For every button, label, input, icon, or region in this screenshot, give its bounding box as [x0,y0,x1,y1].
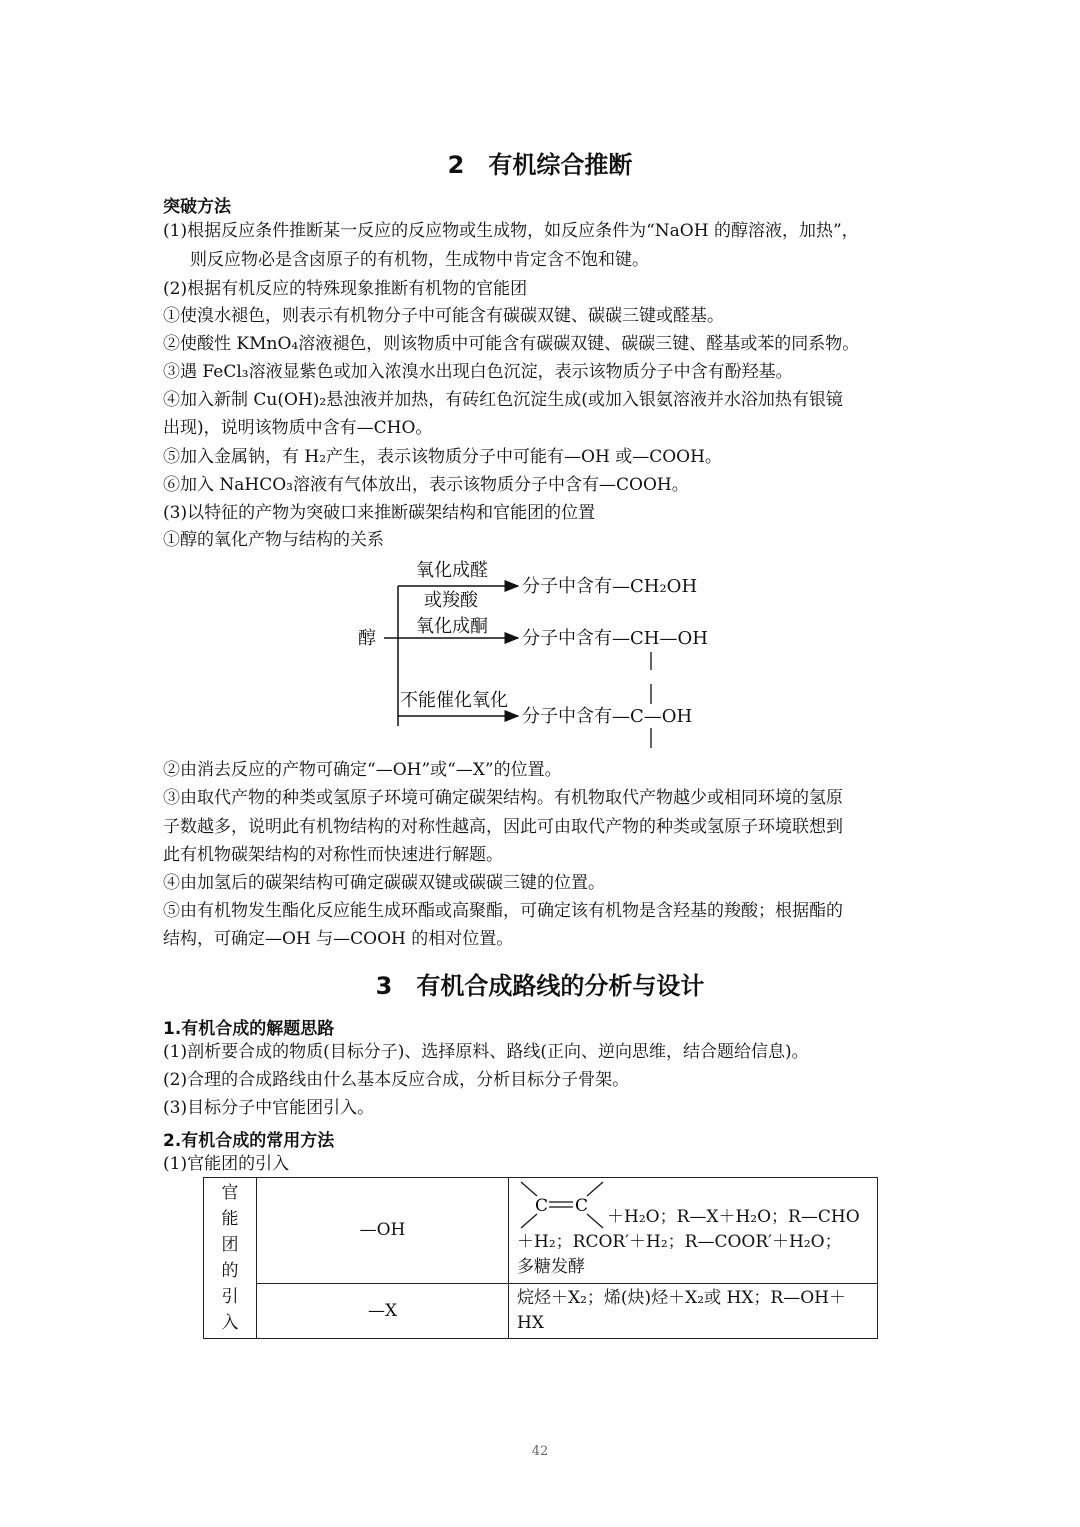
paragraph-line: ②使酸性 KMnO₄溶液褪色，则该物质中可能含有碳碳双键、碳碳三键、醛基或苯的同系物。 [163,334,860,354]
group-cell-oh: —OH [257,1178,509,1284]
alkene-structure [517,1180,607,1230]
section-3-subheading-1: 1.有机合成的解题思路 [163,1019,335,1039]
section-3-subheading-2: 2.有机合成的常用方法 [163,1131,335,1151]
paragraph-line: 此有机物碳架结构的对称性而快速进行解题。 [163,845,503,865]
paragraph-line: (1)根据反应条件推断某一反应的反应物或生成物，如反应条件为“NaOH 的醇溶液，加热”， [163,221,859,241]
method-cell-oh [509,1178,878,1284]
table-row [204,1178,878,1284]
table-row [204,1283,878,1338]
section-2-title: 2 有机综合推断 [447,151,633,179]
paragraph-line: 子数越多，说明此有机物结构的对称性越高，因此可由取代产物的种类或氢原子环境联想到 [163,817,843,837]
branch-3-condition: 不能催化氧化 [400,690,508,711]
bond-lower-right [587,1214,603,1228]
paragraph-line: ③由取代产物的种类或氢原子环境可确定碳架结构。有机物取代产物越少或相同环境的氢原 [163,788,843,808]
paragraph-line: ⑤由有机物发生酯化反应能生成环酯或高聚酯，可确定该有机物是含羟基的羧酸；根据酯的 [163,901,843,921]
paragraph-line: (2)合理的合成路线由什么基本反应合成，分析目标分子骨架。 [163,1070,630,1090]
table-row-header [204,1178,257,1339]
header-char: 能 [221,1209,239,1229]
paragraph-line: ⑥加入 NaHCO₃溶液有气体放出，表示该物质分子中含有—COOH。 [163,475,689,495]
method-text: HX [517,1312,544,1333]
paragraph-line: ①使溴水褪色，则表示有机物分子中可能含有碳碳双键、碳碳三键或醛基。 [163,306,724,326]
method-text: ＋H₂O；R—X＋H₂O；R—CHO [607,1207,860,1228]
carbon-left: C [535,1196,549,1217]
paragraph-line: (2)根据有机反应的特殊现象推断有机物的官能团 [163,279,528,299]
paragraph-line: ④由加氢后的碳架结构可确定碳碳双键或碳碳三键的位置。 [163,873,605,893]
header-char: 团 [221,1235,239,1255]
group-cell-x: —X [257,1283,509,1338]
paragraph-line: (1)剖析要合成的物质(目标分子)、选择原料、路线(正向、逆向思维，结合题给信息)。 [163,1042,809,1062]
diagram-root-label: 醇 [358,628,376,649]
method-text: 多糖发酵 [517,1257,585,1278]
paragraph-line: ②由消去反应的产物可确定“—OH”或“—X”的位置。 [163,760,562,780]
paragraph-line: (1)官能团的引入 [163,1154,290,1174]
section-3-title: 3 有机合成路线的分析与设计 [375,972,705,1000]
branch-2-condition: 氧化成酮 [416,616,488,637]
method-text: 烷烃＋X₂；烯(炔)烃＋X₂或 HX；R—OH＋ [517,1287,846,1308]
section-2-subheading: 突破方法 [163,197,231,217]
branch-1-condition: 氧化成醛 [416,560,488,581]
paragraph-line: ①醇的氧化产物与结构的关系 [163,530,384,550]
method-cell-x [509,1283,878,1338]
bond-lower-left [521,1214,537,1228]
paragraph-line: 则反应物必是含卤原子的有机物，生成物中肯定含不饱和键。 [190,250,649,270]
paragraph-line: 结构，可确定—OH 与—COOH 的相对位置。 [163,929,514,949]
paragraph-line: ③遇 FeCl₃溶液显紫色或加入浓溴水出现白色沉淀，表示该物质分子中含有酚羟基。 [163,362,793,382]
functional-group-table [203,1177,878,1339]
branch-1-condition-2: 或羧酸 [424,590,478,611]
branch-2-result: 分子中含有—CH—OH [522,628,708,649]
paragraph-line: 出现)，说明该物质中含有—CHO。 [163,418,433,438]
header-char: 官 [221,1183,239,1203]
paragraph-line: ⑤加入金属钠，有 H₂产生，表示该物质分子中可能有—OH 或—COOH。 [163,447,722,467]
header-char: 引 [221,1287,239,1307]
bond-upper-left [521,1182,537,1196]
alcohol-oxidation-diagram [350,552,770,752]
paragraph-line: (3)目标分子中官能团引入。 [163,1098,375,1118]
header-char: 的 [221,1261,239,1281]
page-number: 42 [531,1444,549,1459]
bond-upper-right [587,1182,603,1196]
paragraph-line: (3)以特征的产物为突破口来推断碳架结构和官能团的位置 [163,503,596,523]
carbon-right: C [575,1196,589,1217]
paragraph-line: ④加入新制 Cu(OH)₂悬浊液并加热，有砖红色沉淀生成(或加入银氨溶液并水浴加热有银镜 [163,390,843,410]
branch-3-result: 分子中含有—C—OH [522,706,693,727]
header-char: 入 [221,1313,239,1333]
method-text: ＋H₂；RCOR′＋H₂；R—COOR′＋H₂O； [517,1232,842,1253]
branch-1-result: 分子中含有—CH₂OH [522,576,698,597]
